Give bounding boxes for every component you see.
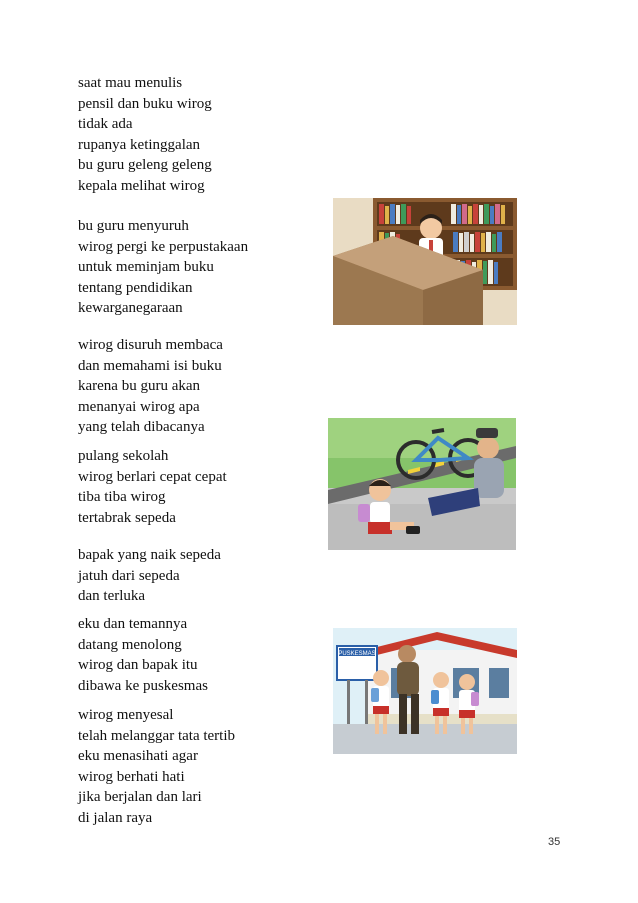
poem-line: eku menasihati agar — [78, 748, 198, 765]
stanza-7 — [78, 705, 235, 829]
poem-line: jatuh dari sepeda — [78, 567, 180, 584]
poem-line: jika berjalan dan lari — [78, 789, 202, 806]
poem-line: pensil dan buku wirog — [78, 95, 212, 112]
stanza-4 — [78, 446, 227, 528]
stanza-6 — [78, 614, 208, 696]
poem-line: dibawa ke puskesmas — [78, 677, 208, 694]
poem-line: tertabrak sepeda — [78, 509, 176, 526]
poem-line: tidak ada — [78, 116, 133, 133]
puskesmas-sign-text: PUSKESMAS — [338, 651, 376, 657]
poem-line: datang menolong — [78, 636, 182, 653]
poem-line: wirog menyesal — [78, 707, 174, 723]
poem-line: dan terluka — [78, 588, 146, 605]
poem-line: dan memahami isi buku — [78, 357, 222, 374]
stanza-5 — [78, 545, 221, 607]
library-illustration — [333, 198, 517, 325]
stanza-1 — [78, 73, 212, 197]
poem-line: kepala melihat wirog — [78, 177, 205, 194]
poem-line: menanyai wirog apa — [78, 398, 200, 415]
puskesmas-illustration — [333, 628, 517, 754]
poem-line: wirog berlari cepat cepat — [78, 468, 227, 485]
poem-line: wirog dan bapak itu — [78, 657, 198, 674]
poem-line: bapak yang naik sepeda — [78, 547, 221, 563]
poem-line: wirog pergi ke perpustakaan — [78, 238, 249, 255]
poem-line: yang telah dibacanya — [78, 419, 205, 436]
poem-line: rupanya ketinggalan — [78, 136, 201, 153]
stanza-2 — [78, 216, 248, 319]
poem-line: wirog berhati hati — [78, 768, 185, 785]
poem-line: telah melanggar tata tertib — [78, 727, 236, 744]
page-number: 35 — [548, 836, 561, 848]
poem-line: saat mau menulis — [78, 75, 183, 91]
poem-line: wirog disuruh membaca — [78, 337, 223, 353]
poem-line: tentang pendidikan — [78, 279, 193, 296]
poem-line: di jalan raya — [78, 809, 153, 826]
stanza-3 — [78, 335, 223, 438]
poem-line: eku dan temannya — [78, 616, 188, 632]
poem-line: bu guru geleng geleng — [78, 157, 212, 174]
accident-illustration — [328, 418, 516, 550]
poem-line: bu guru menyuruh — [78, 218, 189, 234]
poem-line: tiba tiba wirog — [78, 489, 166, 506]
poem-line: kewarganegaraan — [78, 300, 183, 317]
poem-line: karena bu guru akan — [78, 378, 201, 395]
poem-line: untuk meminjam buku — [78, 259, 214, 276]
poem-line: pulang sekolah — [78, 448, 169, 464]
